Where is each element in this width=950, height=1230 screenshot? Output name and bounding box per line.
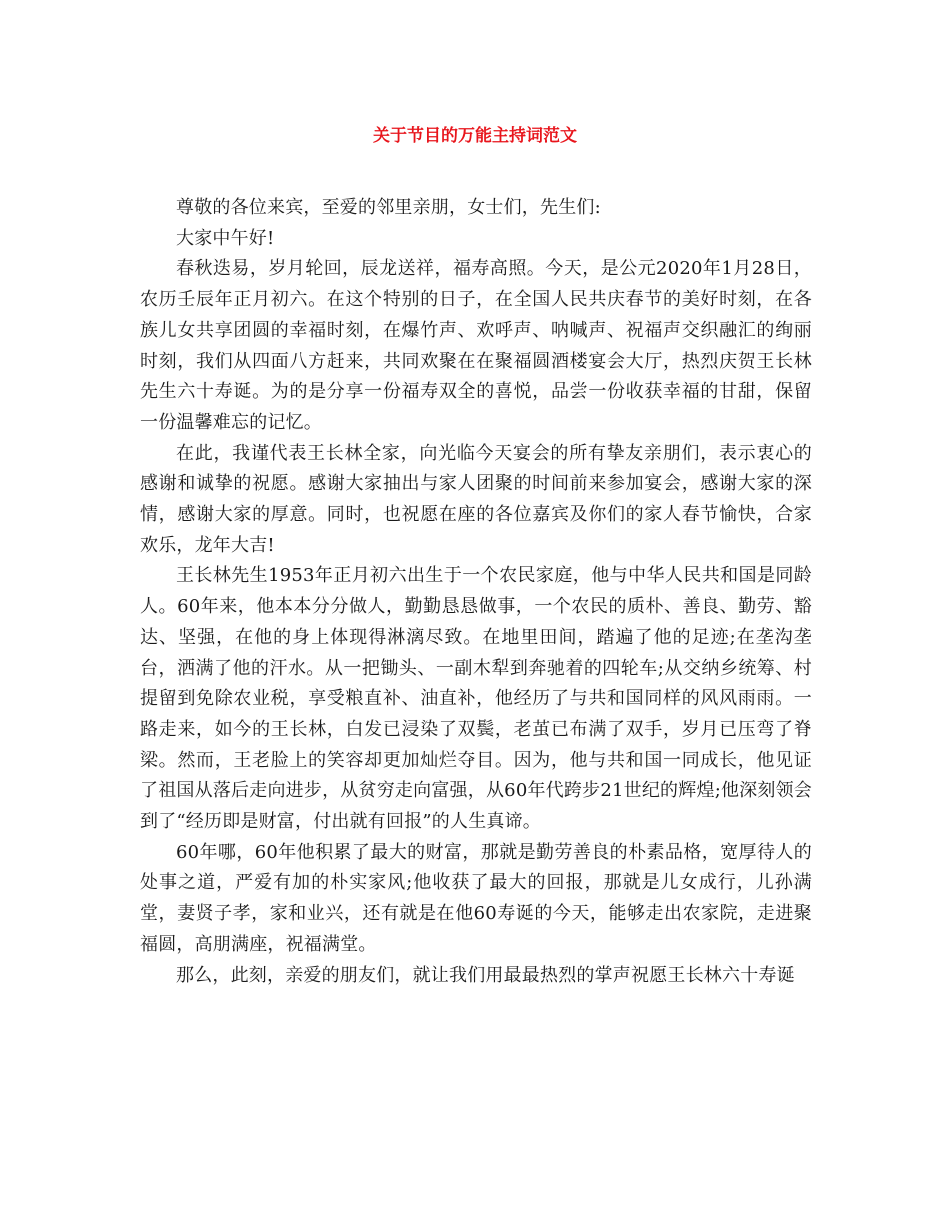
paragraph-biography: 王长林先生1953年正月初六出生于一个农民家庭，他与中华人民共和国是同龄人。60年来，他本本分分做人，勤勤恳恳做事，一个农民的质朴、善良、勤劳、豁达、坚强，在他的身上体现得淋漓尽致。在地里田间，踏遍了他的足迹;在垄沟垄台，洒满了他的汗水。从一把锄头、一副木犁到奔驰着的四轮车;从交纳乡统筹、村提留到免除农业税，享受粮直补、油直补，他经历了与共和国同样的风风雨雨。一路走来，如今的王长林，白发已浸染了双鬓，老茧已布满了双手，岁月已压弯了脊梁。然而，王老脸上的笑容却更加灿烂夺目。因为，他与共和国一同成长，他见证了祖国从落后走向进步，从贫穷走向富强，从60年代跨步21世纪的辉煌;他深刻领会到了“经历即是财富，付出就有回报”的人生真谛。 xyxy=(140,565,812,833)
paragraph-thanks: 在此，我谨代表王长林全家，向光临今天宴会的所有挚友亲朋们，表示衷心的感谢和诚挚的祝愿。感谢大家抽出与家人团聚的时间前来参加宴会，感谢大家的深情，感谢大家的厚意。同时，也祝愿在座的各位嘉宾及你们的家人春节愉快，合家欢乐，龙年大吉! xyxy=(140,442,812,556)
paragraph-closing: 那么，此刻，亲爱的朋友们，就让我们用最最热烈的掌声祝愿王长林六十寿诞 xyxy=(176,964,795,986)
paragraph-good-noon: 大家中午好! xyxy=(176,227,275,249)
document-body xyxy=(140,193,812,991)
document-title: 关于节目的万能主持词范文 xyxy=(373,126,577,146)
paragraph-sixty-years: 60年哪，60年他积累了最大的财富，那就是勤劳善良的朴素品格，宽厚待人的处事之道，严爱有加的朴实家风;他收获了最大的回报，那就是儿女成行，儿孙满堂，妻贤子孝，家和业兴，还有就是在他60寿诞的今天，能够走出农家院，走进聚福圆，高朋满座，祝福满堂。 xyxy=(140,841,812,955)
paragraph-greeting: 尊敬的各位来宾，至爱的邻里亲朋，女士们，先生们: xyxy=(176,197,601,218)
paragraph-occasion: 春秋迭易，岁月轮回，辰龙送祥，福寿高照。今天，是公元2020年1月28日，农历壬辰年正月初六。在这个特别的日子，在全国人民共庆春节的美好时刻，在各族儿女共享团圆的幸福时刻，在爆竹声、欢呼声、呐喊声、祝福声交织融汇的绚丽时刻，我们从四面八方赶来，共同欢聚在在聚福圆酒楼宴会大厅，热烈庆贺王长林先生六十寿诞。为的是分享一份福寿双全的喜悦，品尝一份收获幸福的甘甜，保留一份温馨难忘的记忆。 xyxy=(140,258,812,433)
